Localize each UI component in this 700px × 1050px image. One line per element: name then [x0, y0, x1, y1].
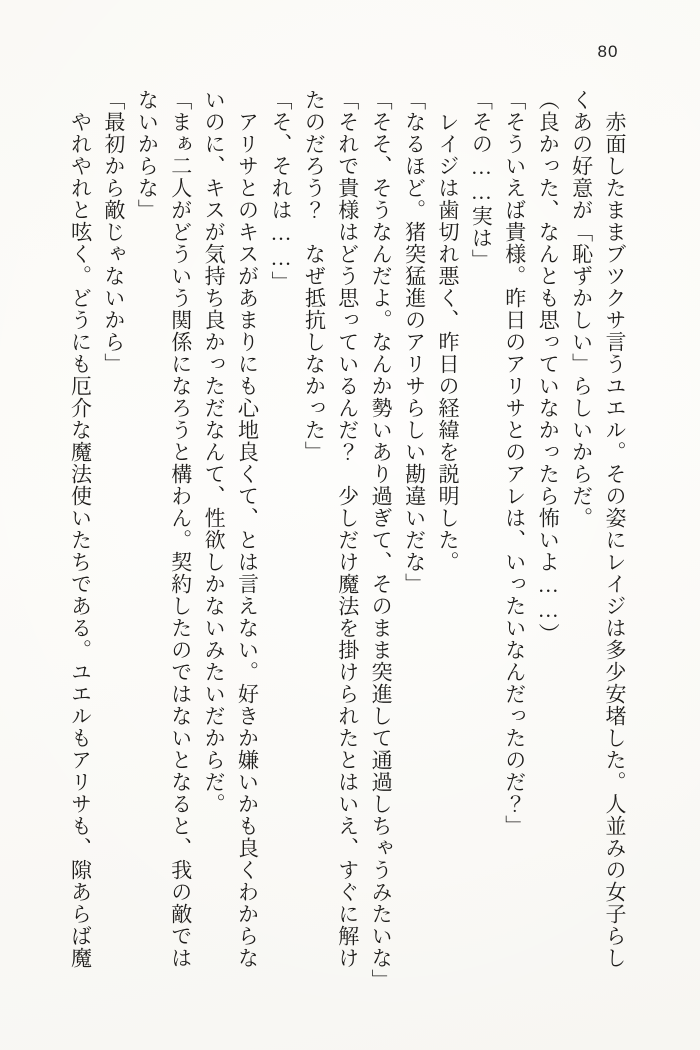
text-line: 「それで貴様はどう思っているんだ？ 少しだけ魔法を掛けられたとはいえ、すぐに解け — [335, 89, 360, 969]
body-text — [63, 89, 631, 1014]
text-line: いのに、キスが気持ち良かっただなんて、性欲しかないみたいだからだ。 — [202, 89, 227, 815]
text-line: ないからな」 — [135, 89, 160, 221]
text-line: 「その……実は」 — [469, 89, 494, 271]
text-line: たのだろう？ なぜ抵抗しなかった」 — [302, 89, 327, 463]
text-line: 「なるほど。猪突猛進のアリサらしい勘違いだな」 — [402, 89, 427, 595]
page-number: 80 — [597, 42, 619, 61]
text-line: （良かった、なんとも思っていなかったら怖いよ……） — [536, 89, 561, 645]
text-line: やれやれと呟く。どうにも厄介な魔法使いたちである。ユエルもアリサも、隙あらば魔 — [68, 89, 93, 969]
text-line: 「そ、それは……」 — [268, 89, 293, 293]
text-line: くあの好意が「恥ずかしい」らしいからだ。 — [569, 89, 594, 529]
text-line: 「まぁ二人がどういう関係になろうと構わん。契約したのではないとなると、我の敵では — [168, 89, 193, 969]
text-line: アリサとのキスがあまりにも心地良くて、とは言えない。好きか嫌いかも良くわからな — [235, 89, 260, 969]
text-line: 「最初から敵じゃないから」 — [101, 89, 126, 375]
text-line: 「そういえば貴様。昨日のアリサとのアレは、いったいなんだったのだ？」 — [502, 89, 527, 837]
text-line: レイジは歯切れ悪く、昨日の経緯を説明した。 — [435, 89, 460, 573]
text-line: 赤面したままブツクサ言うユエル。その姿にレイジは多少安堵した。人並みの女子らし — [603, 89, 627, 969]
text-line: 「そそ、そうなんだよ。なんか勢いあり過ぎて、そのまま突進して通過しちゃうみたいな」 — [369, 89, 394, 991]
